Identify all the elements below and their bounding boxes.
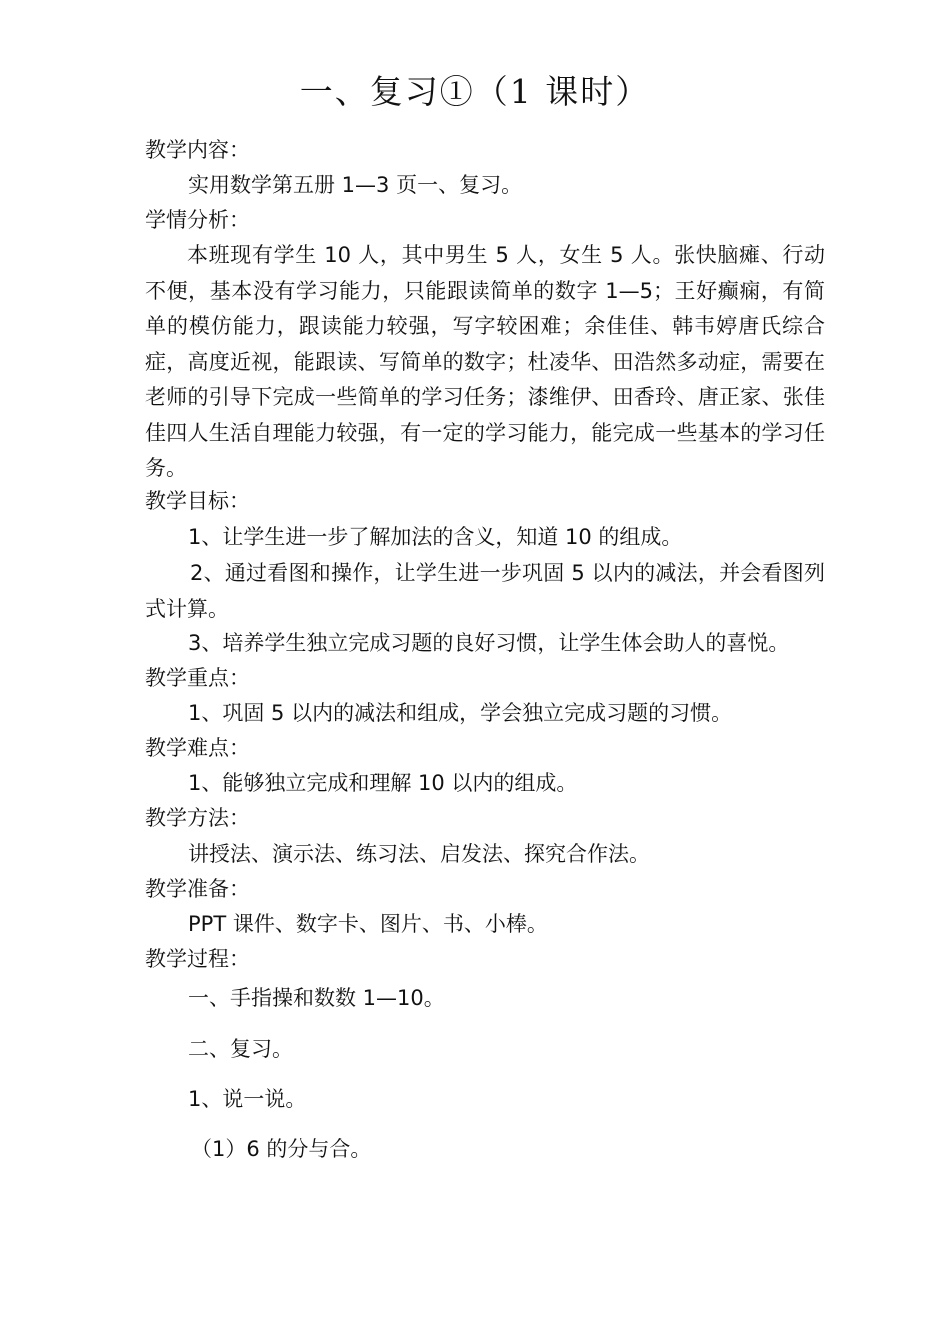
process-step-3: 1、说一说。 (188, 1087, 307, 1111)
document-title: 一、复习①（1 课时） (299, 72, 651, 111)
difficulties-heading: 教学难点： (145, 736, 250, 760)
methods-text: 讲授法、演示法、练习法、启发法、探究合作法。 (188, 842, 650, 866)
goals-heading: 教学目标： (145, 489, 250, 513)
process-step-2: 二、复习。 (188, 1037, 293, 1061)
process-step-4: （1）6 的分与合。 (191, 1137, 372, 1161)
goal-item-3: 3、培养学生独立完成习题的良好习惯，让学生体会助人的喜悦。 (188, 631, 790, 655)
methods-heading: 教学方法： (145, 806, 250, 830)
goal-item-1: 1、让学生进一步了解加法的含义，知道 10 的组成。 (188, 525, 683, 549)
goal-item-2: 2、通过看图和操作，让学生进一步巩固 5 以内的减法，并会看图列式计算。 (145, 561, 825, 621)
difficulty-item-1: 1、能够独立完成和理解 10 以内的组成。 (188, 771, 578, 795)
process-heading: 教学过程： (145, 947, 250, 971)
key-point-item-1: 1、巩固 5 以内的减法和组成，学会独立完成习题的习惯。 (188, 701, 733, 725)
content-text: 实用数学第五册 1—3 页一、复习。 (188, 173, 523, 197)
content-heading: 教学内容： (145, 138, 250, 162)
process-step-1: 一、手指操和数数 1—10。 (188, 986, 445, 1010)
key-points-heading: 教学重点： (145, 666, 250, 690)
analysis-heading: 学情分析： (145, 208, 250, 232)
preparation-text: PPT 课件、数字卡、图片、书、小棒。 (188, 912, 548, 936)
analysis-paragraph: 本班现有学生 10 人，其中男生 5 人，女生 5 人。张快脑瘫、行动不便，基本没有学习能力，只能跟读简单的数字 1—5；王好癫痫，有简单的模仿能力，跟读能力较强，写字较困难；余佳佳、韩韦婷唐氏综合症，高度近视，能跟读、写简单的数字；杜凌华、田浩然多动症，需要在老师的引导下完成一些简单的学习任务；漆维伊、田香玲、唐正家、张佳佳四人生活自理能力较强，有一定的学习能力，能完成一些基本的学习任务。 (145, 243, 825, 480)
preparation-heading: 教学准备： (145, 877, 250, 901)
